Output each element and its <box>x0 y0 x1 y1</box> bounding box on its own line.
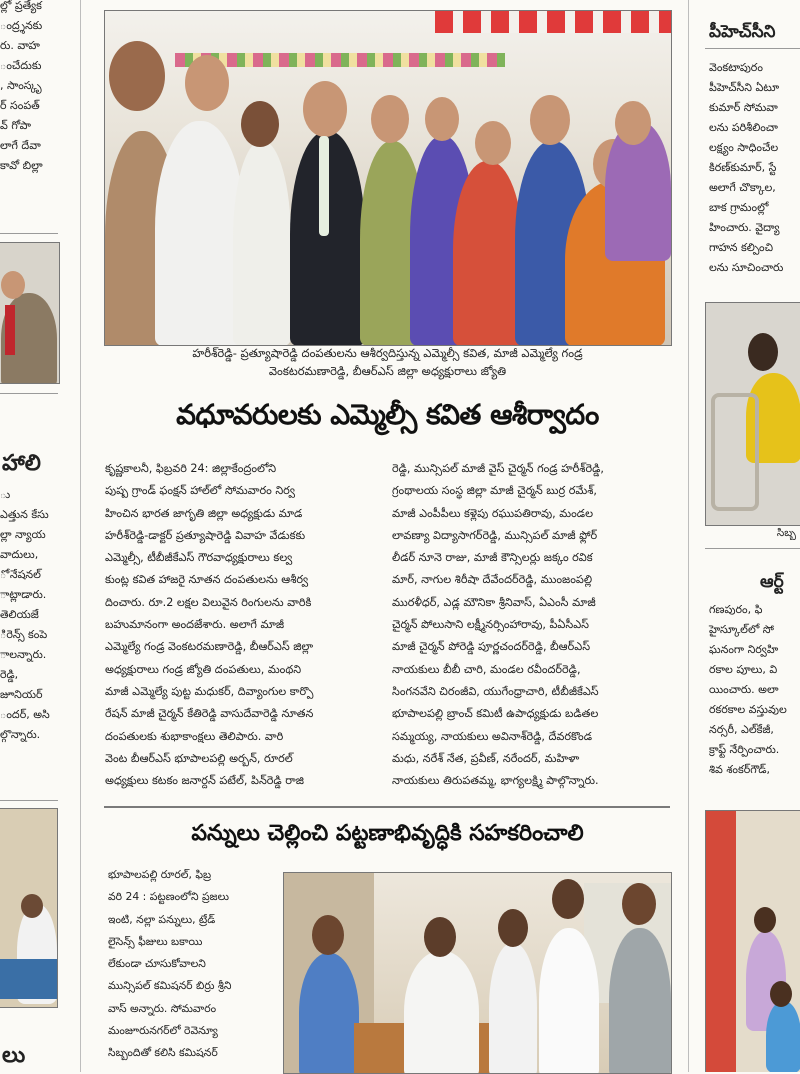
text-line: హరీశ్‌రెడ్డి-డాక్టర్ ప్రత్యూషారెడ్డి వివాహ వేడుకకు <box>105 528 306 542</box>
left-article-fragment <box>0 485 50 745</box>
text-line: ు <box>0 488 11 501</box>
text-line: మాజీ ఎంపీపీలు కళ్లెపు రఘుపతిరావు, మండల <box>392 506 594 520</box>
text-line: కుంట్ల కవిత హాజరై నూతన దంపతులను ఆశీర్వ <box>105 573 309 587</box>
text-line: వెంకటాపురం <box>709 61 763 74</box>
right-photo <box>705 302 800 526</box>
text-line: వరి 24 : పట్టణంలోని ప్రజలు <box>108 890 229 904</box>
text-line: మాజీ ఎమ్మెల్యే పుట్ట మధుకర్, దివ్యాంగుల కార్పొ <box>105 684 314 698</box>
text-line: కుమార్ సోమవా <box>709 101 778 114</box>
caption-line: హరీశ్‌రెడ్డి- ప్రత్యూషారెడ్డి దంపతులను ఆశీర్వదిస్తున్న ఎమ్మెల్సీ కవిత, మాజీ ఎమ్మెల్యే గండ్ర <box>192 346 583 360</box>
text-line: రకరకాల వస్తువుల <box>709 703 787 716</box>
text-line: , సాంస్కృ <box>0 79 42 92</box>
flower-garland <box>175 53 505 67</box>
divider <box>0 393 58 394</box>
text-line: వాస్ అన్నారు. సోమవారం <box>108 1001 217 1015</box>
text-line: హైస్కూల్‌లో సో <box>709 623 774 636</box>
right-article-fragment <box>709 58 783 278</box>
text-line: నర్సరీ, ఎల్‌కేజీ, <box>709 723 774 736</box>
text-line: ందర్, అసి <box>0 708 50 721</box>
text-line: అలాగే చొక్కాల, <box>709 181 776 194</box>
text-line: అధ్యక్షులు కటకం జనార్దన్ పటేల్, పిన్‌రెడ్డి రాజి <box>105 774 304 788</box>
text-line: గాహన కల్పించి <box>709 241 774 254</box>
text-line: భూపాలపల్లి రూరల్, ఫిబ్ర <box>108 868 212 881</box>
left-column <box>0 0 60 1072</box>
text-line: మధు, నరేశ్ నేత, ప్రవీణ్, నరేందర్, మహిళా <box>392 751 580 765</box>
text-line: శివ శంకర్‌గౌడ్, <box>709 763 771 776</box>
text-line: యించారు. అలా <box>709 683 779 696</box>
text-line: ల్లో ప్రత్యేక <box>0 0 42 12</box>
text-line: ఎమ్మెల్సీ, టీబీజీకేఎస్ గౌరవాధ్యక్షురాలు కల్వ <box>105 551 293 565</box>
text-line: గణపురం, ఫి <box>709 603 763 616</box>
text-line: లావణ్యా విద్యాసాగర్‌రెడ్డి, మున్సిపల్ మాజీ ఫ్లోర్ <box>392 528 598 542</box>
text-line: భూపాలపల్లి బ్రాంచ్ కమిటీ ఉపాధ్యక్షుడు బడితల <box>392 707 599 721</box>
photo-caption <box>105 344 670 380</box>
text-line: తెలియజే <box>0 608 39 621</box>
divider <box>705 548 800 549</box>
text-line: లక్ష్యం సాధించేల <box>709 141 779 154</box>
text-line: దించారు. రూ.2 లక్షల విలువైన రింగులను వారికి <box>105 595 312 609</box>
text-line: ో నేషనల్ <box>0 568 41 581</box>
left-heading: హాలి <box>2 450 41 476</box>
text-line: వ్ గోపా <box>0 119 31 132</box>
tax-office-photo <box>283 872 672 1074</box>
second-article-body <box>108 864 276 1065</box>
article-body-right <box>392 458 670 792</box>
text-line: లాగే దేవా <box>0 139 41 152</box>
text-line: వాదులు, <box>0 548 39 561</box>
text-line: రేషన్ మాజీ చైర్మన్ కేతిరెడ్డి వాసుదేవారెడ్డి నూతన <box>105 707 314 721</box>
text-line: లను సూచించారు <box>709 261 784 274</box>
text-line: లైసెన్స్ ఫీజులు బకాయి <box>108 934 203 948</box>
text-line: ాట్లాడారు. <box>0 588 47 601</box>
text-line: హించారు. వైద్యా <box>709 221 780 234</box>
text-line: రు. వాహ <box>0 39 40 52</box>
text-line: ంద్ర్శనకు <box>0 19 43 32</box>
text-line: కృష్ణకాలనీ, ఫిబ్రవరి 24: జిల్లాకేంద్రంలోని <box>105 462 277 475</box>
text-line: సిబ్బందితో కలిసి కమిషనర్ <box>108 1046 218 1060</box>
text-line: జూనియర్ <box>0 688 43 701</box>
left-photo <box>0 242 60 384</box>
wedding-photo <box>104 10 672 346</box>
text-line: చైర్మన్ పోలుసాని లక్ష్మీనర్సింహారావు, పీఏసీఎస్ <box>392 618 590 632</box>
left-article-fragment <box>0 0 43 176</box>
divider <box>0 800 58 801</box>
text-line: ంచేదుకు <box>0 59 42 72</box>
text-line: మున్సిపల్ కమిషనర్ బిర్రు శ్రీని <box>108 979 232 993</box>
text-line: నాయకులు తిరుపతమ్మ, భాగ్యలక్ష్మి పాల్గొన్నారు. <box>392 774 599 788</box>
right-photo-2 <box>705 810 800 1072</box>
text-line: లేకుండా చూసుకోవాలని <box>108 957 206 971</box>
text-line: రకాల పూలు, వి <box>709 663 778 676</box>
right-column <box>705 0 800 1072</box>
right-heading: పీహెచ్‌సీని <box>709 22 776 42</box>
text-line: ఎమ్మెల్యే గండ్ర వెంకటరమణారెడ్డి, బీఆర్ఎస్ జిల్లా <box>105 640 314 654</box>
text-line: హించిన భారత జాగృతి జిల్లా అధ్యక్షుడు మాడ <box>105 506 303 520</box>
divider <box>0 233 58 234</box>
text-line: ల్లా న్యాయ <box>0 528 46 541</box>
column-rule <box>80 0 81 1072</box>
caption-line: వెంకటరమణారెడ్డి, బీఆర్ఎస్ జిల్లా అధ్యక్షురాలు జ్యోతి <box>268 364 507 378</box>
text-line: రెడ్డి, మున్సిపల్ మాజీ వైస్ చైర్మన్ గండ్ర హరీశ్‌రెడ్డి, <box>392 462 604 475</box>
story-divider <box>104 806 670 808</box>
right-heading-2: ఆర్ట్ <box>760 572 784 592</box>
text-line: దంపతులకు శుభాకాంక్షలు తెలిపారు. వారి <box>105 729 284 743</box>
text-line: బాక గ్రామంల్లో <box>709 201 769 214</box>
text-line: ఎత్తున కేసు <box>0 508 49 521</box>
text-line: బహుమానంగా అందజేశారు. అలాగే మాజీ <box>105 618 285 632</box>
text-line: సింగనవేని చిరంజీవి, యుగేంధ్రాచారి, టీబీజీకేఎస్ <box>392 684 599 698</box>
text-line: ఇంటి, నల్లా పన్నులు, ట్రేడ్ <box>108 912 216 926</box>
text-line: మంజూరునగర్‌లో రెవెన్యూ <box>108 1024 218 1038</box>
text-line: లను పరిశీలించా <box>709 121 778 134</box>
right-article-fragment <box>709 600 787 780</box>
text-line: మురళీధర్, ఎడ్ల మౌనికా శ్రీనివాస్, ఏఎంసీ మాజీ <box>392 595 596 609</box>
divider <box>705 48 800 49</box>
text-line: సమ్మయ్య, నాయకులు అవినాశ్‌రెడ్డి, దేవరకొండ <box>392 729 592 743</box>
text-line: రెడ్డి, <box>0 668 19 681</box>
balloon-garland <box>435 11 671 33</box>
article-body-left <box>105 458 380 792</box>
text-line: అధ్యక్షురాలు గండ్ర జ్యోతి దంపతులు, మంథని <box>105 662 302 676</box>
text-line: కిరణ్‌కుమార్, స్టే <box>709 161 777 174</box>
text-line: ఘనంగా నిర్వహి <box>709 643 779 656</box>
text-line: పుష్ప గ్రాండ్ ఫంక్షన్ హాల్‌లో సోమవారం నిర్వ <box>105 484 295 498</box>
text-line: ిరెన్స్ కంపె <box>0 628 48 641</box>
left-bottom-heading: లు <box>2 1042 26 1068</box>
text-line: కావో బిల్లా <box>0 159 43 172</box>
text-line: ర్ సంపత్ <box>0 99 40 112</box>
text-line: లీడర్ నూనె రాజు, మాజీ కౌన్సిలర్లు జక్కం రవిక <box>392 551 593 565</box>
text-line: వెంట బీఆర్ఎస్ భూపాలపల్లి అర్బన్, రూరల్ <box>105 751 293 765</box>
text-line: ాలన్నారు. <box>0 648 47 661</box>
text-line: గ్రంథాలయ సంస్థ జిల్లా మాజీ చైర్మన్ బుర్ర రమేశ్, <box>392 484 597 498</box>
text-line: మాజీ చైర్మన్ పోరెడ్డి పూర్ణచందర్‌రెడ్డి, బీఆర్ఎస్ <box>392 640 591 654</box>
main-headline: వధూవరులకు ఎమ్మెల్సీ కవిత ఆశీర్వాదం <box>176 398 599 431</box>
left-photo-2 <box>0 808 58 1008</box>
right-photo-caption: సిబ్బ <box>776 527 796 539</box>
text-line: ల్గొన్నారు. <box>0 728 41 741</box>
text-line: మార్, నాగుల శిరీషా దేవేందర్‌రెడ్డి, ముంజంపల్లి <box>392 573 593 587</box>
text-line: పీహెచ్‌సీని ఏటూ <box>709 81 780 94</box>
column-rule <box>688 0 689 1072</box>
text-line: క్రాఫ్ట్ నేర్పించారు. <box>709 743 780 756</box>
second-headline: పన్నులు చెల్లించి పట్టణాభివృద్ధికి సహకరించాలి <box>191 820 584 846</box>
text-line: నాయకులు బీబీ చారి, మండల రవీందర్‌రెడ్డి, <box>392 662 581 676</box>
